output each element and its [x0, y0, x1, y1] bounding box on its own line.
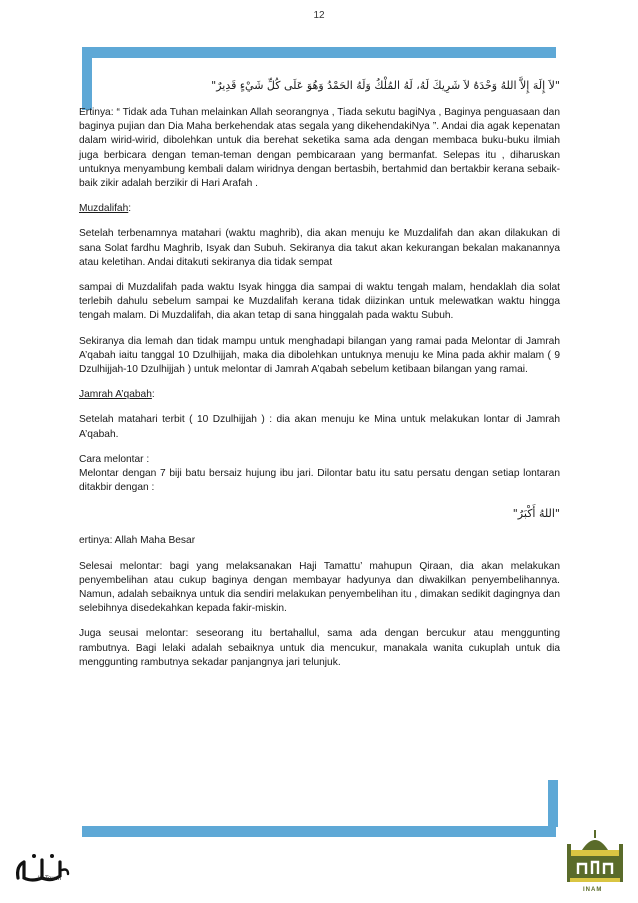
paragraph-muzdalifah-3: Sekiranya dia lemah dan tidak mampu untuk menghadapi bilangan yang ramai pada Melontar di Jamrah A’qabah iaitu tanggal 10 Dzulhijjah, maka dia dibolehkan untuknya menuju ke Mina pada akhir malam ( 9 Dzulhijjah-10 Dzulhijjah ) untuk melontar di Jamrah A’qabah sebelum ketibaan bilangan yang ramai. — [79, 335, 560, 376]
paragraph-selesai-melontar: Selesai melontar: bagi yang melaksanakan Haji Tamattu’ mahupun Qiraan, dia akan melakukan penyembelihan atau cukup baginya dengan membayar hadyunya dan diwakilkan penyembelihannya. Namun, adalah sebaiknya untuk dia sendiri melakukan penyembelihan itu , dimakan sedikit dagingnya dan selebihnya disedekahkan kepada fakir-miskin. — [79, 560, 560, 615]
paragraph-tahallul: Juga seusai melontar: seseorang itu bertahallul, sama ada dengan bercukur atau menggunting rambutnya. Bagi lelaki adalah sebaiknya untuk dia mencukur, manakala wanita cukuplah untuk dia menggunting rambutnya sekadar panjangnya jari telunjuk. — [79, 628, 560, 668]
intouch-logo-label: In-Touch — [38, 876, 62, 882]
paragraph-cara-melontar: Melontar dengan 7 biji batu bersaiz hujung ibu jari. Dilontar batu itu satu persatu dengan setiap lontaran ditakbir dengan : — [79, 468, 560, 494]
arabic-tahlil-text: "لاَ إِلَهَ إِلاَّ اللهُ وَحْدَهُ لاَ شَرِيكَ لَهُ، لَهُ المُلْكُ وَلَهُ الحَمْدُ وَهُوَ عَلَى كُلِّ شَيْءٍ قَدِيرٌ" — [211, 79, 560, 92]
heading-jamrah-label: Jamrah A’qabah — [79, 389, 152, 401]
heading-colon: : — [151, 389, 155, 401]
bottom-accent-bar — [82, 826, 556, 837]
paragraph-jamrah-1: Setelah matahari terbit ( 10 Dzulhijjah ) : dia akan menuju ke Mina untuk melakukan lontar di Jamrah A’qabah. — [79, 414, 560, 440]
intouch-logo-icon — [12, 848, 72, 888]
section-heading-muzdalifah — [79, 202, 560, 216]
right-accent-bar — [548, 780, 558, 827]
page-content — [79, 78, 560, 681]
heading-muzdalifah-label: Muzdalifah — [79, 203, 129, 215]
inam-mosque-logo-icon — [562, 826, 628, 896]
paragraph-muzdalifah-2: sampai di Muzdalifah pada waktu Isyak hingga dia sampai di waktu tengah malam, hendaklah dia solat terlebih dahulu sebelum sampai ke Muzdalifah kerana tidak diizinkan untuk melewatkan waktu hingga tengah malam. Di Muzdalifah, dia akan tetap di sana hinggalah pada waktu Subuh. — [79, 282, 560, 322]
inam-logo-label: INAM — [583, 887, 603, 893]
section-heading-jamrah — [79, 388, 560, 402]
heading-colon: : — [128, 203, 132, 215]
paragraph-takbir-meaning: ertinya: Allah Maha Besar — [79, 535, 196, 547]
paragraph-ertinya: Ertinya: “ Tidak ada Tuhan melainkan Allah seorangnya , Tiada sekutu bagiNya , Baginya penguasaan dan baginya pujian dan Dia Maha berkehendak atas segala yang dikehendakiNya ”. Andai dia agak kepenatan dalam wirid-wirid, dibolehkan untuk dia berehat seketika sama ada dengan membaca buku-buku ilmiah juga berbicara dengan teman-teman dengan pembicaraan yang bermanfat. Selepas itu , diharuskan untuknya menyambung kembali dalam wiridnya dengan bertasbih, bertahmid dan bertakbir kerana sebaik-baik zikir adalah berzikir di Hari Arafah . — [79, 107, 560, 190]
arabic-takbir-text: "اللهُ أَكْبَرُ" — [512, 507, 560, 521]
paragraph-muzdalifah-1: Setelah terbenamnya matahari (waktu maghrib), dia akan menuju ke Muzdalifah dan akan dilakukan di sana Solat fardhu Maghrib, Isyak dan Subuh. Sekiranya dia takut akan kekurangan bekalan makanannya atau keletihan. Andai ditakuti sekiranya dia tidak sempat — [79, 228, 560, 268]
page-number: 12 — [313, 10, 325, 21]
cara-melontar-title: Cara melontar : — [79, 453, 150, 465]
top-accent-bar — [82, 47, 556, 58]
